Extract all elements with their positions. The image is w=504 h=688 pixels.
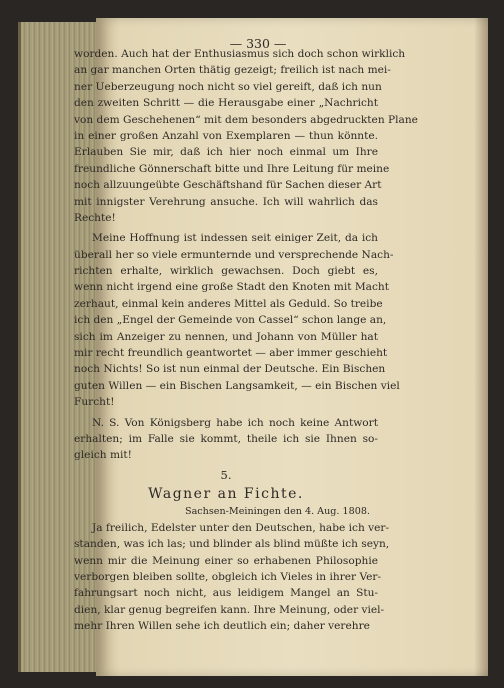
text-line: richten erhalte, wirklich gewachsen. Doch giebt es, bbox=[74, 265, 378, 278]
letter-body bbox=[74, 46, 418, 464]
text-line: wenn mir die Meinung einer so erhabenen Philosophie bbox=[74, 554, 378, 567]
page-text bbox=[74, 46, 418, 635]
text-line: standen, was ich las; und blinder als blind müßte ich seyn, bbox=[74, 538, 390, 551]
text-line: Ja freilich, Edelster unter den Deutschen, habe ich ver- bbox=[92, 521, 390, 534]
text-line: mehr Ihren Willen sehe ich deutlich ein; daher verehre bbox=[74, 620, 370, 633]
text-line: Furcht! bbox=[74, 396, 115, 409]
text-line: Rechte! bbox=[74, 211, 116, 224]
text-line: noch Nichts! So ist nun einmal der Deutsche. Ein Bischen bbox=[74, 363, 386, 376]
letter-dateline: Sachsen-Meiningen den 4. Aug. 1808. bbox=[185, 505, 370, 517]
text-line: ich den „Engel der Gemeinde von Cassel“ schon lange an, bbox=[74, 314, 387, 327]
paragraph bbox=[74, 415, 378, 464]
text-line: gleich mit! bbox=[74, 449, 132, 462]
paragraph bbox=[74, 46, 418, 226]
text-line: überall her so viele ermunternde und versprechende Nach- bbox=[74, 248, 394, 261]
text-line: von dem Geschehenen“ mit dem besonders abgedruckten Plane bbox=[74, 113, 418, 126]
text-line: noch allzuungeübte Geschäftshand für Sachen dieser Art bbox=[74, 179, 382, 192]
text-line: an gar manchen Orten thätig gezeigt; freilich ist nach mei- bbox=[74, 64, 391, 77]
text-line: mit innigster Verehrung ansuche. Ich will wahrlich das bbox=[74, 195, 378, 208]
page-number: — 330 — bbox=[229, 36, 287, 51]
text-line: erhalten; im Falle sie kommt, theile ich sie Ihnen so- bbox=[74, 432, 378, 445]
text-line: verborgen bleiben sollte, obgleich ich Vieles in ihrer Ver- bbox=[74, 570, 382, 583]
text-line: Meine Hoffnung ist indessen seit einiger Zeit, da ich bbox=[92, 232, 378, 245]
text-line: guten Willen — ein Bischen Langsamkeit, — ein Bischen viel bbox=[74, 379, 400, 392]
text-line: zerhaut, einmal kein anderes Mittel als Geduld. So treibe bbox=[74, 297, 383, 310]
text-line: mir recht freundlich geantwortet — aber immer geschieht bbox=[74, 347, 388, 360]
text-line: dien, klar genug begreifen kann. Ihre Meinung, oder viel- bbox=[74, 603, 385, 616]
letter-opening-paragraph bbox=[74, 520, 390, 635]
text-line: fahrungsart noch nicht, aus leidigem Mangel an Stu- bbox=[74, 587, 378, 600]
spine-shadow bbox=[474, 18, 488, 676]
text-line: Erlauben Sie mir, daß ich hier noch einmal um Ihre bbox=[74, 146, 378, 159]
text-line: freundliche Gönnerschaft bitte und Ihre Leitung für meine bbox=[74, 162, 390, 175]
text-line: worden. Auch hat der Enthusiasmus sich doch schon wirklich bbox=[74, 48, 406, 60]
paragraph bbox=[74, 520, 390, 635]
section-number: 5. bbox=[220, 467, 232, 482]
text-line: N. S. Von Königsberg habe ich noch keine Antwort bbox=[92, 416, 378, 429]
text-line: den zweiten Schritt — die Herausgabe einer „Nachricht bbox=[74, 97, 378, 110]
paragraph bbox=[74, 230, 400, 410]
text-line: sich im Anzeiger zu nennen, und Johann von Müller hat bbox=[74, 330, 378, 343]
letter-title: Wagner an Fichte. bbox=[148, 485, 304, 502]
text-line: ner Ueberzeugung noch nicht so viel gereift, daß ich nun bbox=[74, 80, 382, 93]
text-line: in einer großen Anzahl von Exemplaren — thun könnte. bbox=[74, 129, 378, 142]
text-line: wenn nicht irgend eine große Stadt den Knoten mit Macht bbox=[74, 281, 390, 294]
